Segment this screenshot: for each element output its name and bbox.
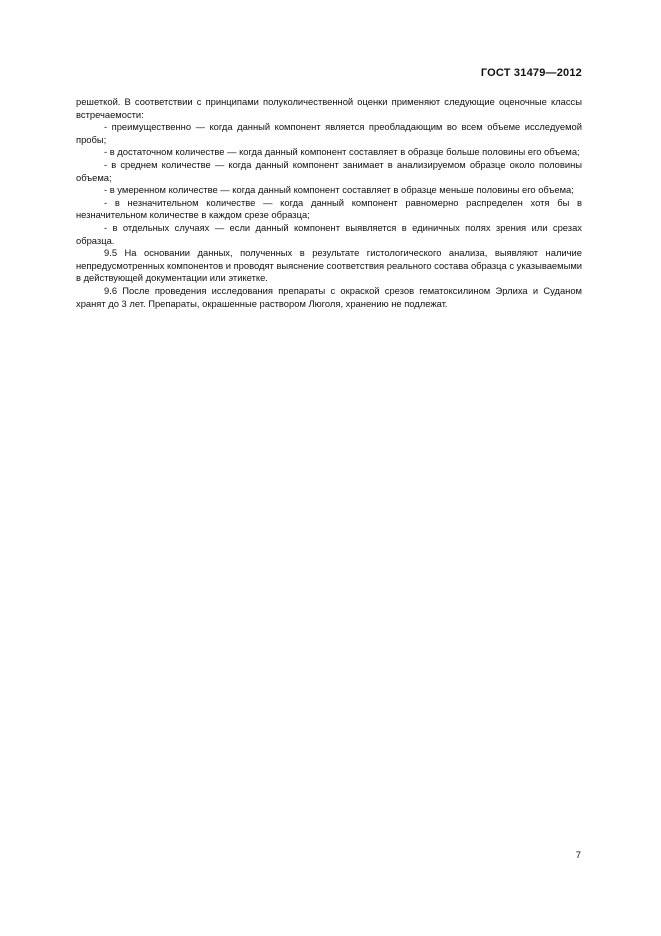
paragraph-continuation: решеткой. В соответствии с принципами полуколичественной оценки применяют следующие оценочные классы встречаемости: xyxy=(76,96,582,120)
list-item-predominantly: - преимущественно — когда данный компонент является преобладающим во всем объеме исследуемой пробы; xyxy=(76,121,582,145)
document-body xyxy=(76,96,582,310)
list-item-insignificant: - в незначительном количестве — когда данный компонент равномерно распределен хотя бы в незначительном количестве в каждом срезе образца; xyxy=(76,196,582,221)
document-header: ГОСТ 31479—2012 xyxy=(480,67,582,79)
list-item-sufficient: - в достаточном количестве — когда данный компонент составляет в образце больше половины его объема; xyxy=(104,146,580,158)
list-item-medium: - в среднем количестве — когда данный компонент занимает в анализируемом образце около половины объема; xyxy=(76,158,582,183)
paragraph-9-5: 9.5 На основании данных, полученных в результате гистологического анализа, выявляют наличие непредусмотренных компонентов и проводят выяснение соответствия реального состава образца с указываемыми в действующей документации или этикетке. xyxy=(76,247,582,284)
page-number: 7 xyxy=(575,850,581,861)
list-item-isolated-cases: - в отдельных случаях — если данный компонент выявляется в единичных полях зрения или срезах образца. xyxy=(76,221,582,246)
paragraph-9-6: 9.6 После проведения исследования препараты с окраской срезов гематоксилином Эрлиха и Суданом хранят до 3 лет. Препараты, окрашенные раствором Люголя, хранению не подлежат. xyxy=(76,284,582,309)
list-item-moderate: - в умеренном количестве — когда данный компонент составляет в образце меньше половины его объема; xyxy=(104,184,574,196)
